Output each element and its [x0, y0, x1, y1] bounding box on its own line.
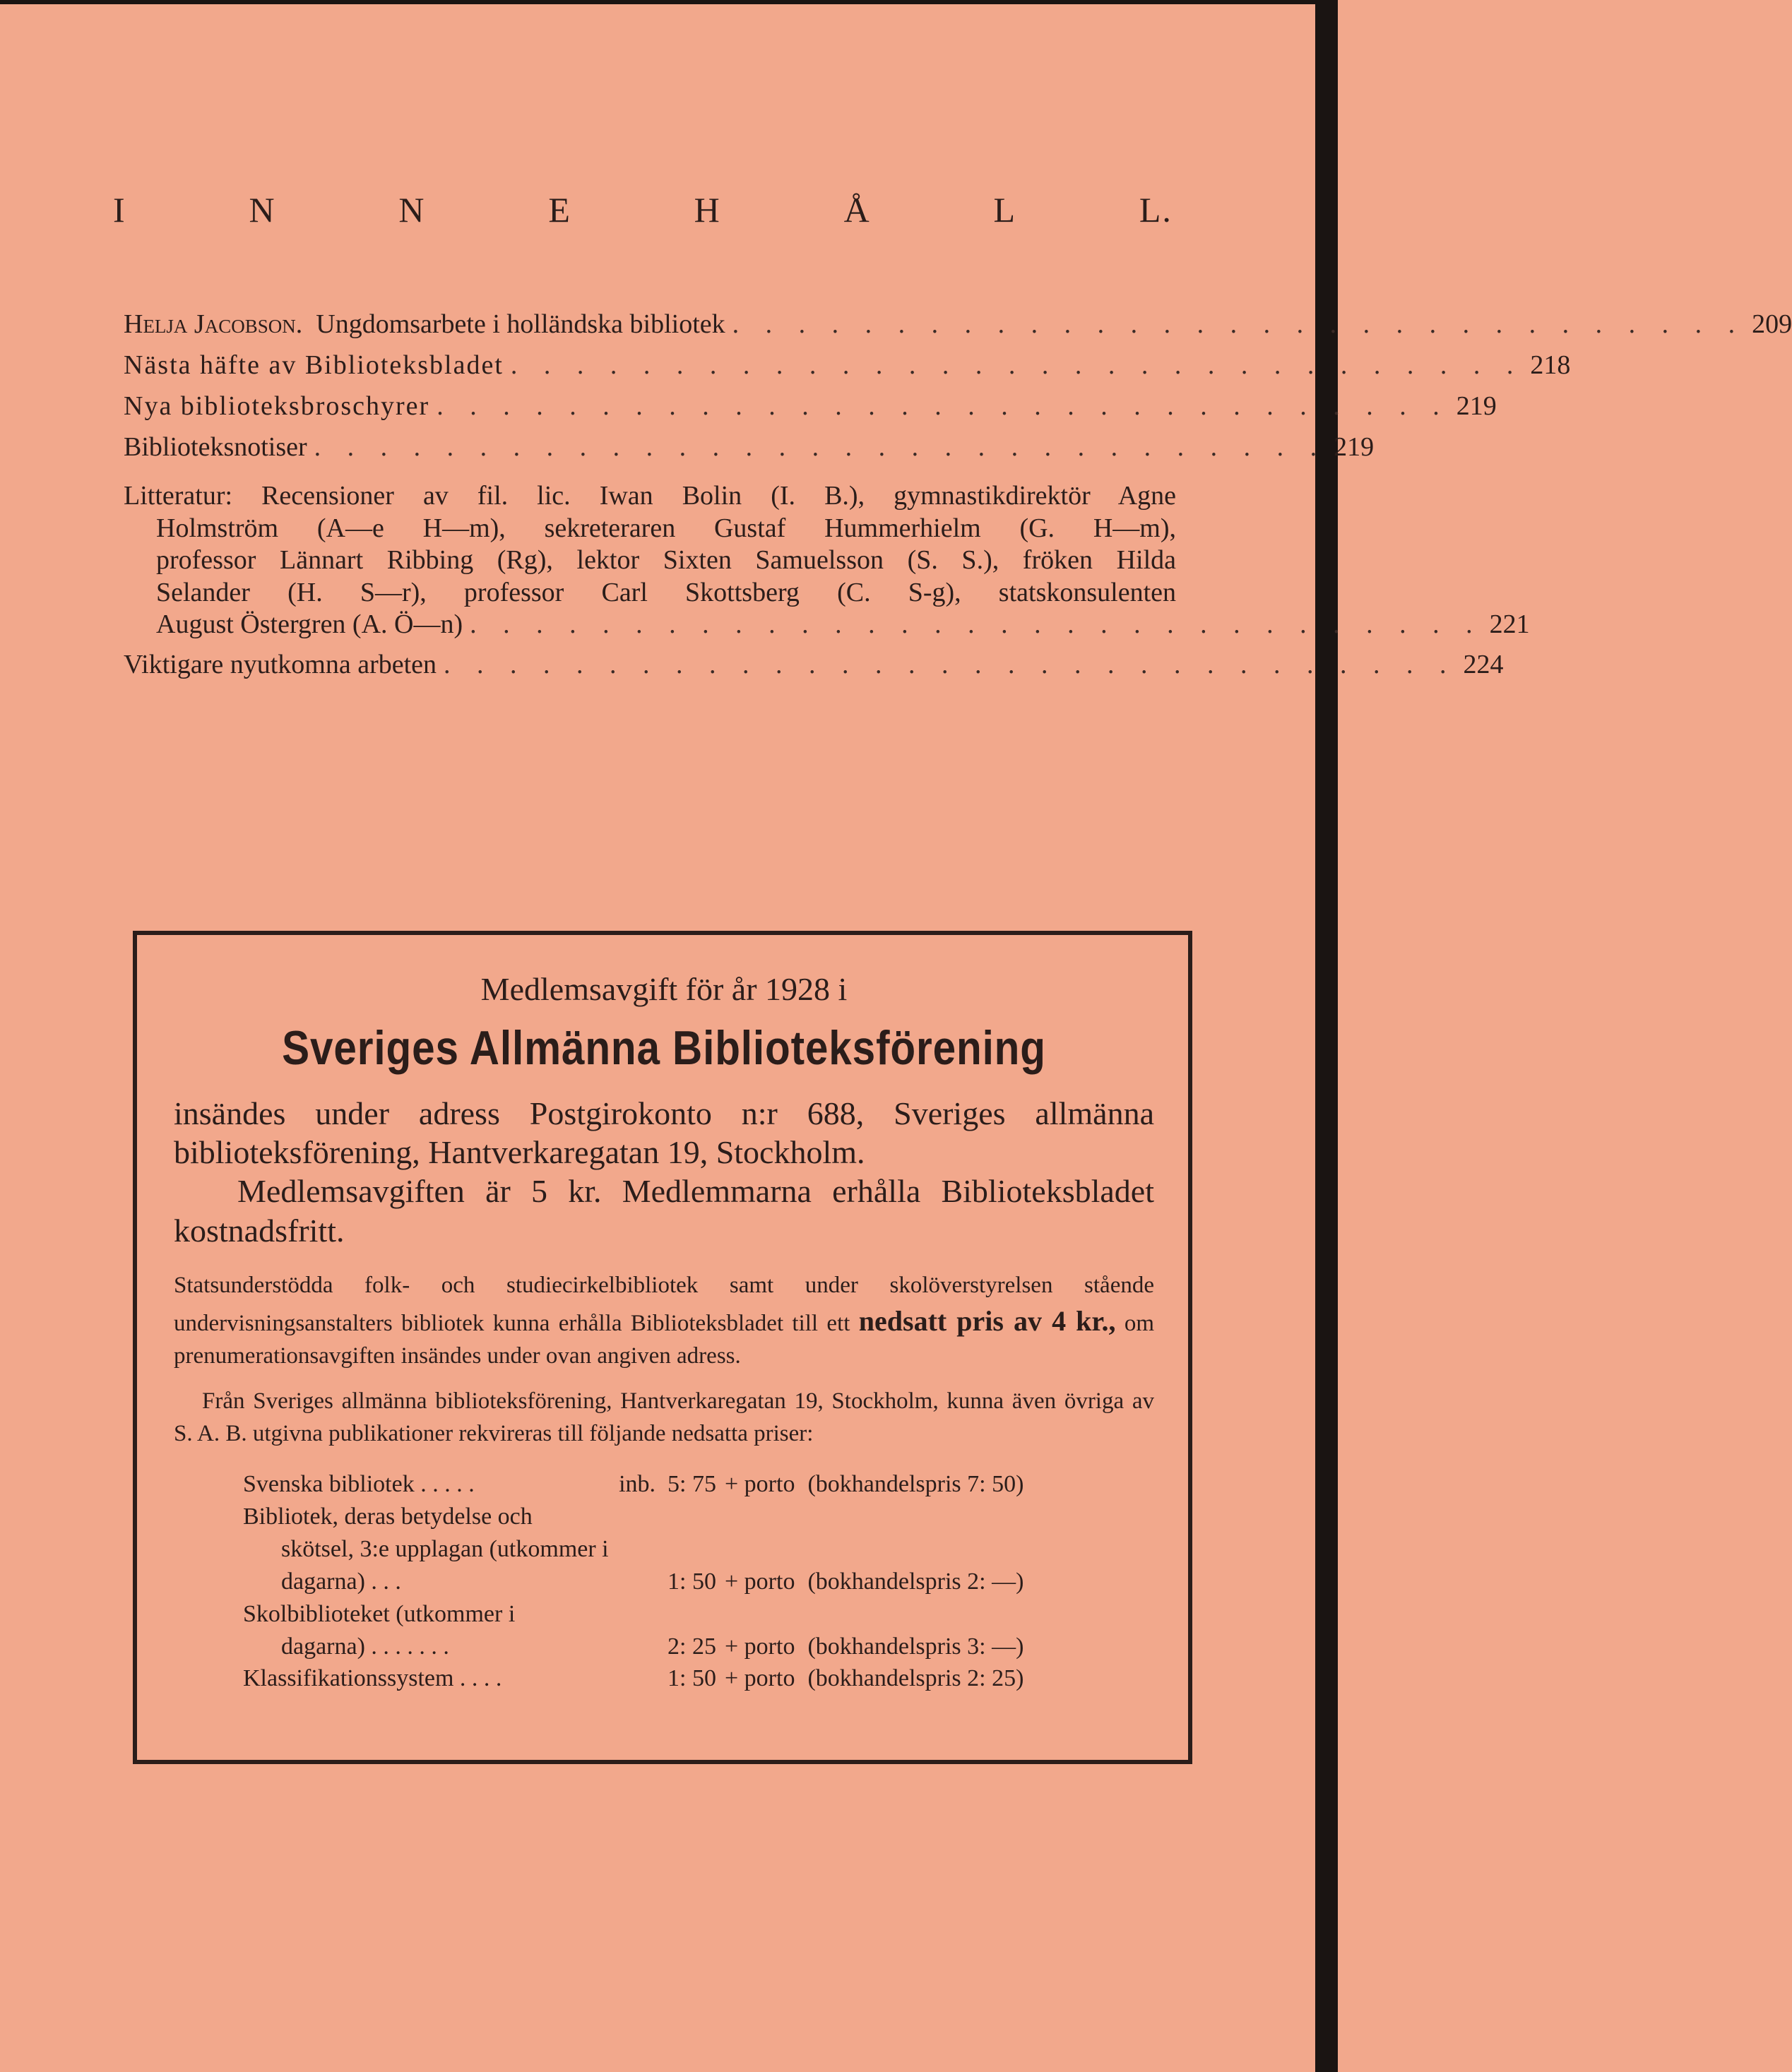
publication-price: 5: 75: [667, 1471, 716, 1498]
publication-name-cont: skötsel, 3:e upplagan (utkommer i dagarna) . . .: [281, 1535, 609, 1595]
toc-entry: [124, 432, 1375, 475]
reduced-price-text: nedsatt pris av 4 kr.,: [858, 1305, 1116, 1338]
publication-price: 1: 50: [667, 1665, 716, 1692]
toc-leader: . . . . . . . . . . . . . . . . . . . . . . . . . . . . . . .: [470, 609, 1483, 640]
publication-name: Skolbiblioteket (utkommer i: [243, 1600, 516, 1627]
toc-leader: . . . . . . . . . . . . . . . . . . . . . . . . . . . . . . .: [437, 391, 1449, 421]
bookstore-price: (bokhandelspris 7: 50): [807, 1471, 1024, 1498]
toc-leader: . . . . . . . . . . . . . . . . . . . . . . . . . . . . . . .: [444, 650, 1456, 680]
notice-heading: Medlemsavgift för år 1928 i: [480, 971, 848, 1007]
title-letter: Å: [843, 190, 871, 230]
table-of-contents: [124, 309, 1792, 692]
page-title: [113, 189, 1173, 230]
title-letter: E: [548, 190, 571, 230]
publication-name-cont: dagarna) . . . . . . .: [281, 1633, 449, 1660]
title-letter: L.: [1139, 190, 1173, 230]
membership-notice-box: [133, 931, 1192, 1764]
porto-label: + porto: [725, 1471, 795, 1498]
toc-page: 219: [1456, 391, 1497, 421]
binding-label: inb.: [619, 1471, 656, 1498]
toc-litteratur-entry: [124, 480, 1530, 645]
publication-price: 1: 50: [667, 1568, 716, 1595]
notice-fee-text: Medlemsavgiften är 5 kr. Medlemmarna erhålla Biblioteksbladet kostnadsfritt.: [174, 1173, 1154, 1249]
porto-label: + porto: [725, 1568, 795, 1595]
toc-leader: . . . . . . . . . . . . . . . . . . . . . . . . . . . . . . .: [510, 350, 1524, 380]
price-row: [243, 1501, 1154, 1598]
toc-entry: [124, 391, 1497, 434]
toc-entry: [124, 309, 1792, 352]
toc-page: 221: [1489, 609, 1530, 640]
notice-address-text: insändes under adress Postgirokonto n:r 688, Sveriges allmänna biblioteksförening, Hantverkaregatan 19, Stockholm.: [174, 1095, 1154, 1171]
porto-label: + porto: [725, 1633, 795, 1660]
title-letter: L: [993, 190, 1017, 230]
toc-litteratur-line: Holmström (A—e H—m), sekreteraren Gustaf Hummerhielm (G. H—m),: [156, 513, 1176, 543]
price-row: [243, 1598, 1154, 1663]
toc-page: 218: [1530, 350, 1571, 380]
publication-price: 2: 25: [667, 1633, 716, 1660]
toc-page: 209: [1752, 309, 1792, 339]
publication-name: Svenska bibliotek . . . . .: [243, 1471, 475, 1498]
bookstore-price: (bokhandelspris 2: 25): [807, 1665, 1024, 1692]
toc-litteratur-line: professor Lännart Ribbing (Rg), lektor Sixten Samuelsson (S. S.), fröken Hilda: [156, 545, 1176, 576]
toc-title: Biblioteksnotiser: [124, 432, 307, 462]
title-letter: I: [113, 190, 126, 230]
price-row: [243, 1468, 1154, 1501]
publication-name: Bibliotek, deras betydelse och: [243, 1503, 533, 1530]
toc-title: Viktigare nyutkomna arbeten: [124, 650, 437, 680]
publication-name: Klassifikationssystem . . . .: [243, 1665, 502, 1692]
title-letter: H: [694, 190, 721, 230]
toc-litteratur-line: August Östergren (A. Ö—n): [156, 609, 463, 640]
price-row: [243, 1662, 1154, 1695]
notice-paragraph: Från Sveriges allmänna biblioteksförening, Hantverkaregatan 19, Stockholm, kunna även övriga av S. A. B. utgivna publikationer rekvireras till följande nedsatta priser:: [174, 1388, 1154, 1446]
toc-title: Ungdomsarbete i holländska bibliotek: [316, 309, 725, 339]
title-letter: N: [249, 190, 276, 230]
title-letter: N: [398, 190, 426, 230]
notice-paragraph: Statsunderstödda folk- och studiecirkelbibliotek samt under skolöverstyrelsen stående undervisningsanstalters bibliotek kunna erhålla Biblioteksbladet till ett nedsatt pris av 4 kr., om prenumerationsavgiften insändes under ovan angiven adress.: [174, 1272, 1155, 1369]
toc-title: Nästa häfte av Biblioteksbladet: [124, 350, 504, 380]
page-top-edge: [0, 0, 1338, 4]
notice-paragraph: [174, 1094, 1154, 1250]
toc-author: Helja Jacobson.: [124, 309, 303, 339]
toc-title: Nya biblioteksbroschyrer: [124, 391, 430, 421]
toc-page: 224: [1463, 650, 1504, 680]
toc-leader: . . . . . . . . . . . . . . . . . . . . . . . . . . . . . . .: [314, 432, 1327, 462]
porto-label: + porto: [725, 1665, 795, 1692]
toc-litteratur-line: Selander (H. S—r), professor Carl Skottsberg (C. S-g), statskonsulenten: [156, 577, 1176, 607]
notice-organization-name: Sveriges Allmänna Biblioteksförening: [282, 1021, 1046, 1075]
toc-entry: [124, 350, 1571, 393]
toc-leader: . . . . . . . . . . . . . . . . . . . . . . . . . . . . . . .: [732, 309, 1745, 339]
toc-litteratur-line: Litteratur: Recensioner av fil. lic. Iwan Bolin (I. B.), gymnastikdirektör Agne: [124, 481, 1176, 511]
toc-page: 219: [1334, 432, 1375, 462]
toc-entry: [124, 650, 1504, 692]
bookstore-price: (bokhandelspris 2: —): [807, 1568, 1024, 1595]
bookstore-price: (bokhandelspris 3: —): [807, 1633, 1024, 1660]
price-list: [243, 1468, 1154, 1695]
